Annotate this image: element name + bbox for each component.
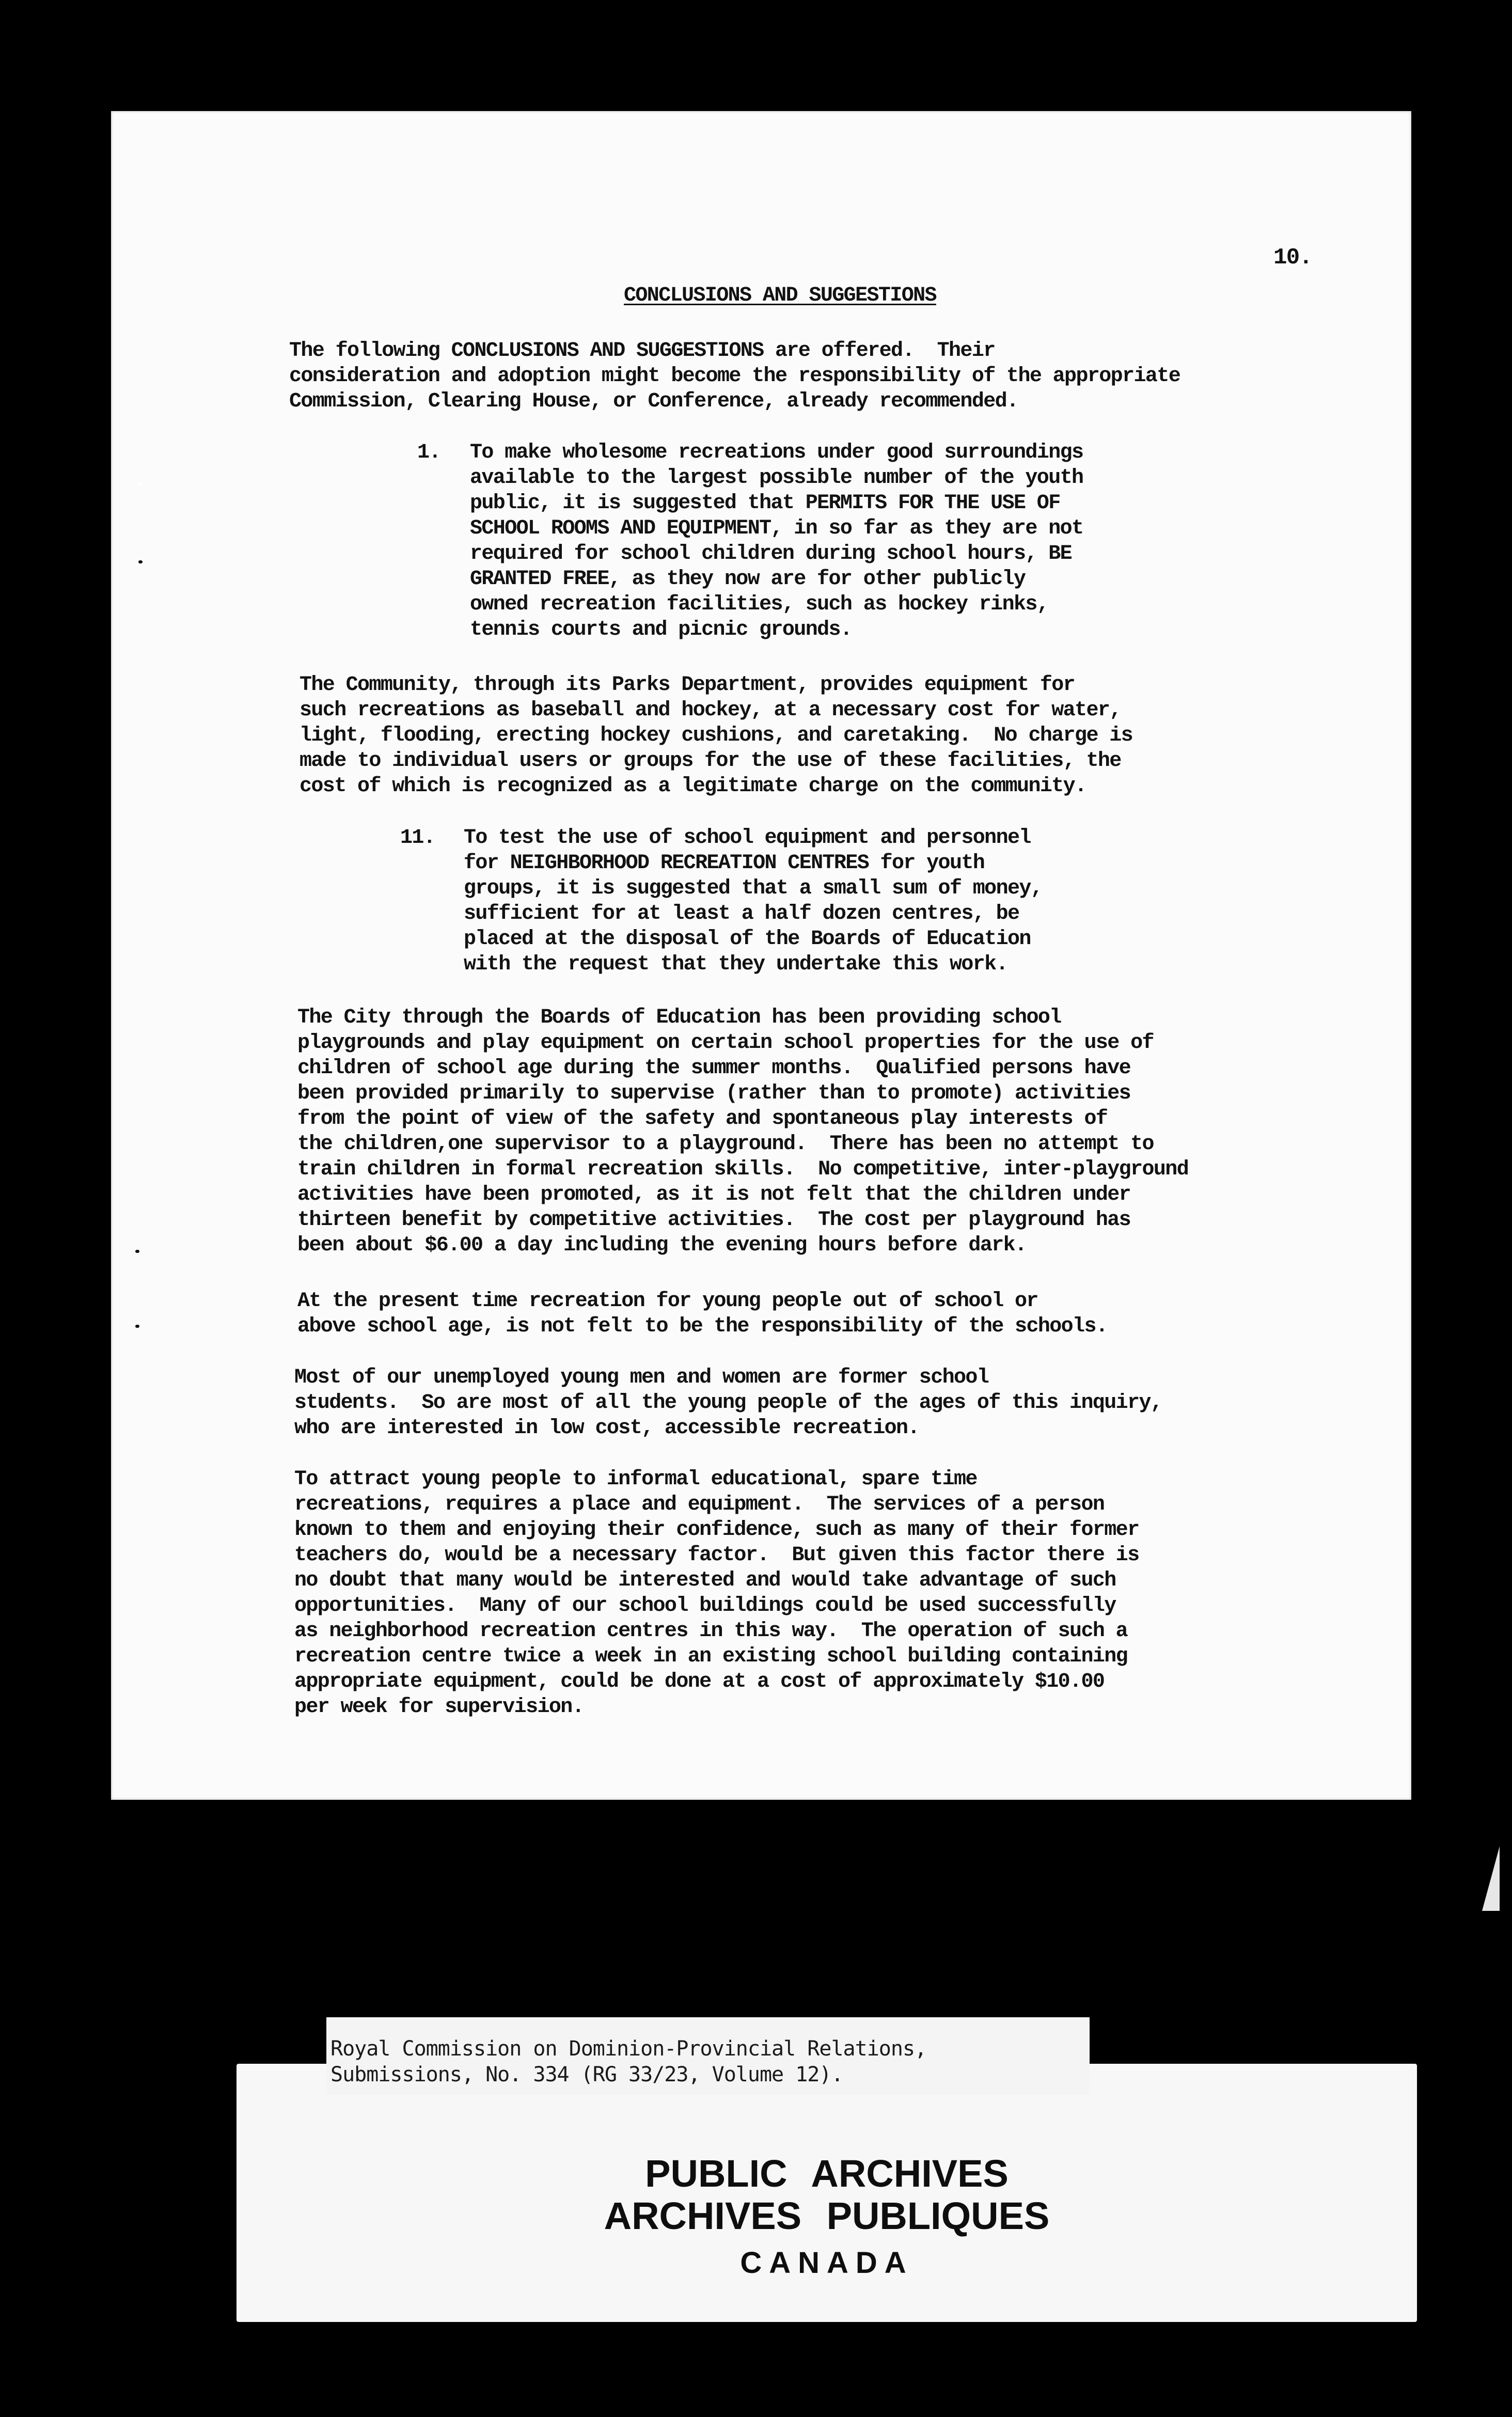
reference-line-1: Royal Commission on Dominion-Provincial Relations,: [330, 2037, 927, 2061]
unemployed-paragraph: Most of our unemployed young men and women are former school students. So are most of all the young people of the ages of this inquiry, who are interested in low cost, accessible recreation.: [294, 1366, 1162, 1440]
suggestion-1-text: To make wholesome recreations under good surroundings available to the largest possible number of the youth public, it is suggested that PERMITS FOR THE USE OF SCHOOL ROOMS AND EQUIPMENT, in so far as they are not required for school children during school hours, BE GRANTED FREE, as they now are for other publicly owned recreation facilities, such as hockey rinks, tennis courts and picnic grounds.: [470, 441, 1083, 641]
reference-line-2: Submissions, No. 334 (RG 33/23, Volume 12).: [330, 2063, 843, 2086]
margin-speck: [138, 483, 143, 486]
suggestion-1-number: 1.: [417, 441, 440, 464]
stamp-line-canada: CANADA: [740, 2246, 914, 2280]
archive-stamp-card: [237, 2064, 1417, 2322]
stamp-line-public-archives: PUBLIC ARCHIVES: [645, 2152, 1009, 2195]
community-paragraph: The Community, through its Parks Department, provides equipment for such recreations as baseball and hockey, at a necessary cost for water, light, flooding, erecting hockey cushions, and caretaking. No charge is made to individual users or groups for the use of these facilities, the cost of which is recognized as a legitimate charge on the community.: [300, 673, 1133, 798]
suggestion-2-text: To test the use of school equipment and personnel for NEIGHBORHOOD RECREATION CENTRES for youth groups, it is suggested that a small sum of money, sufficient for at least a half dozen centres, be placed at the disposal of the Boards of Education with the request that they undertake this work.: [464, 826, 1043, 976]
section-heading: CONCLUSIONS AND SUGGESTIONS: [624, 284, 936, 307]
page-corner-curl: [1482, 1846, 1500, 1911]
page-number: 10.: [1273, 245, 1312, 271]
margin-speck: [138, 560, 143, 563]
intro-paragraph: The following CONCLUSIONS AND SUGGESTIONS are offered. Their consideration and adoption might become the responsibility of the appropriate Commission, Clearing House, or Conference, already recommended.: [289, 339, 1180, 413]
archive-reference-label: [326, 2017, 1090, 2095]
present-time-paragraph: At the present time recreation for young people out of school or above school age, is not felt to be the responsibility of the schools.: [297, 1290, 1108, 1338]
city-paragraph: The City through the Boards of Education has been providing school playgrounds and play equipment on certain school properties for the use of children of school age during the summer months. Qualified persons have been provided primarily to supervise (rather than to promote) activities from the point of view of the safety and spontaneous play interests of the children,one supervisor to a playground. There has been no attempt to train children in formal recreation skills. No competitive, inter-playground activities have been promoted, as it is not felt that the children under thirteen benefit by competitive activities. The cost per playground has been about $6.00 a day including the evening hours before dark.: [297, 1006, 1189, 1257]
stamp-line-archives-publiques: ARCHIVES PUBLIQUES: [604, 2194, 1050, 2237]
suggestion-2-number: 11.: [400, 826, 435, 850]
margin-speck: [135, 1325, 139, 1328]
margin-speck: [135, 1250, 139, 1253]
attract-paragraph: To attract young people to informal educational, spare time recreations, requires a place and equipment. The services of a person known to them and enjoying their confidence, such as many of their former teachers do, would be a necessary factor. But given this factor there is no doubt that many would be interested and would take advantage of such opportunities. Many of our school buildings could be used successfully as neighborhood recreation centres in this way. The operation of such a recreation centre twice a week in an existing school building containing appropriate equipment, could be done at a cost of approximately $10.00 per week for supervision.: [294, 1468, 1139, 1719]
